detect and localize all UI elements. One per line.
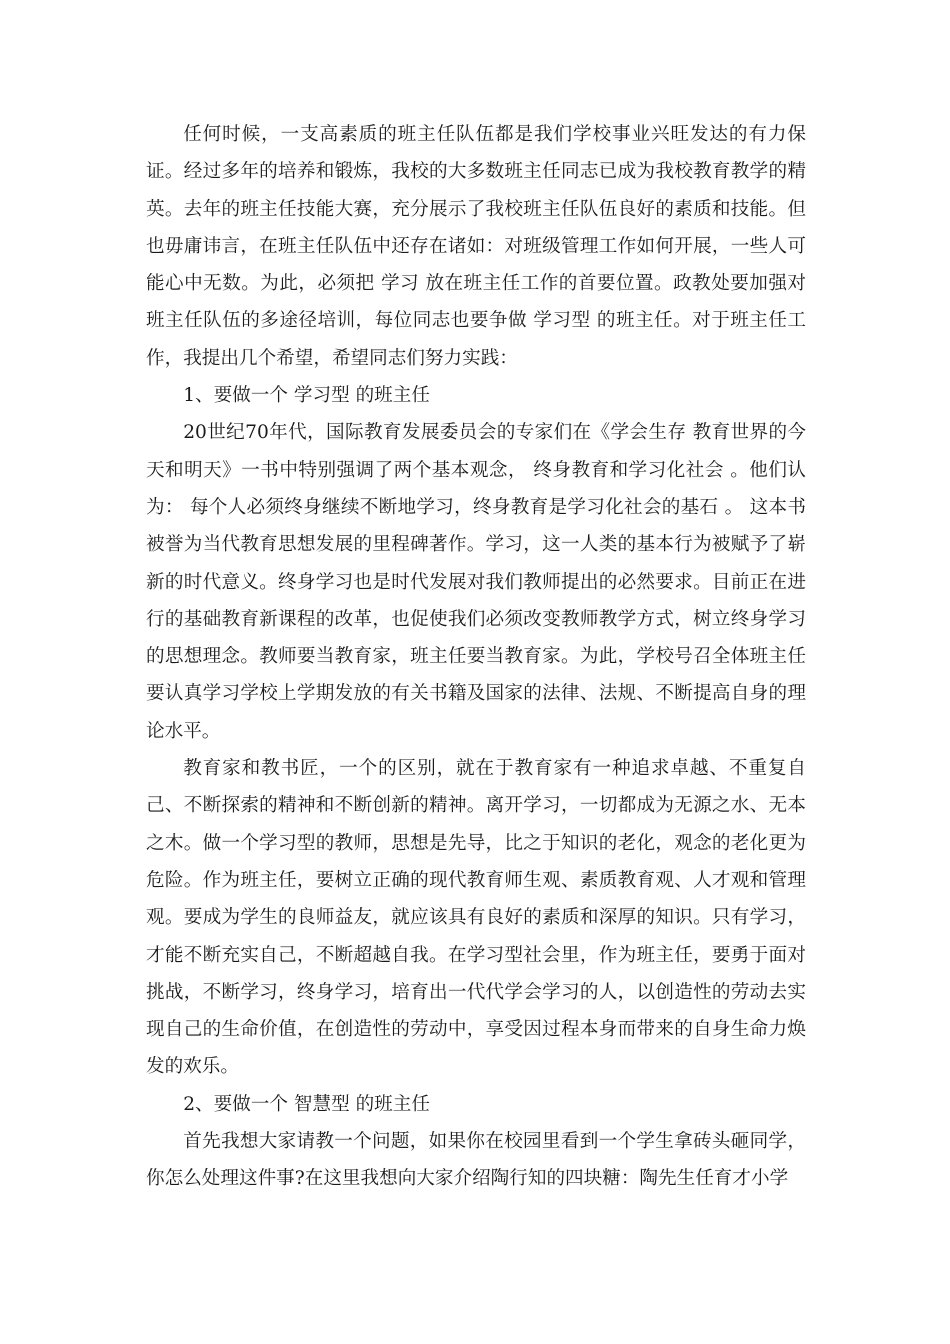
document-body <box>146 116 806 1198</box>
paragraph-lifelong-learning: 20世纪70年代，国际教育发展委员会的专家们在《学会生存 教育世界的今天和明天》一书中特别强调了两个基本观念， 终身教育和学习化社会 。他们认为： 每个人必须终身继续不断地学习，终身教育是学习化社会的基石 。 这本书被誉为当代教育思想发展的里程碑著作。学习，这一人类的基本行为被赋予了崭新的时代意义。终身学习也是时代发展对我们教师提出的必然要求。目前正在进行的基础教育新课程的改革，也促使我们必须改变教师教学方式，树立终身学习的思想理念。教师要当教育家，班主任要当教育家。为此，学校号召全体班主任要认真学习学校上学期发放的有关书籍及国家的法律、法规、不断提高自身的理论水平。 <box>146 422 806 742</box>
paragraph-four-candies: 首先我想大家请教一个问题，如果你在校园里看到一个学生拿砖头砸同学，你怎么处理这件事?在这里我想向大家介绍陶行知的四块糖：陶先生任育才小学 <box>146 1131 806 1190</box>
paragraph-intro: 任何时候，一支高素质的班主任队伍都是我们学校事业兴旺发达的有力保证。经过多年的培养和锻炼，我校的大多数班主任同志已成为我校教育教学的精英。去年的班主任技能大赛，充分展示了我校班主任队伍良好的素质和技能。但也毋庸讳言，在班主任队伍中还存在诸如：对班级管理工作如何开展，一些人可能心中无数。为此，必须把 学习 放在班主任工作的首要位置。政教处要加强对班主任队伍的多途径培训，每位同志也要争做 学习型 的班主任。对于班主任工作，我提出几个希望，希望同志们努力实践： <box>146 124 806 369</box>
paragraph-educator-vs-craftsman: 教育家和教书匠，一个的区别，就在于教育家有一种追求卓越、不重复自己、不断探索的精神和不断创新的精神。离开学习，一切都成为无源之水、无本之木。做一个学习型的教师，思想是先导，比之于知识的老化，观念的老化更为危险。作为班主任，要树立正确的现代教育师生观、素质教育观、人才观和管理观。要成为学生的良师益友，就应该具有良好的素质和深厚的知识。只有学习，才能不断充实自己，不断超越自我。在学习型社会里，作为班主任，要勇于面对挑战，不断学习，终身学习，培育出一代代学会学习的人，以创造性的劳动去实现自己的生命价值，在创造性的劳动中，享受因过程本身而带来的自身生命力焕发的欢乐。 <box>146 758 806 1078</box>
heading-learning-type: 1、要做一个 学习型 的班主任 <box>183 385 430 407</box>
heading-wisdom-type: 2、要做一个 智慧型 的班主任 <box>183 1093 430 1115</box>
